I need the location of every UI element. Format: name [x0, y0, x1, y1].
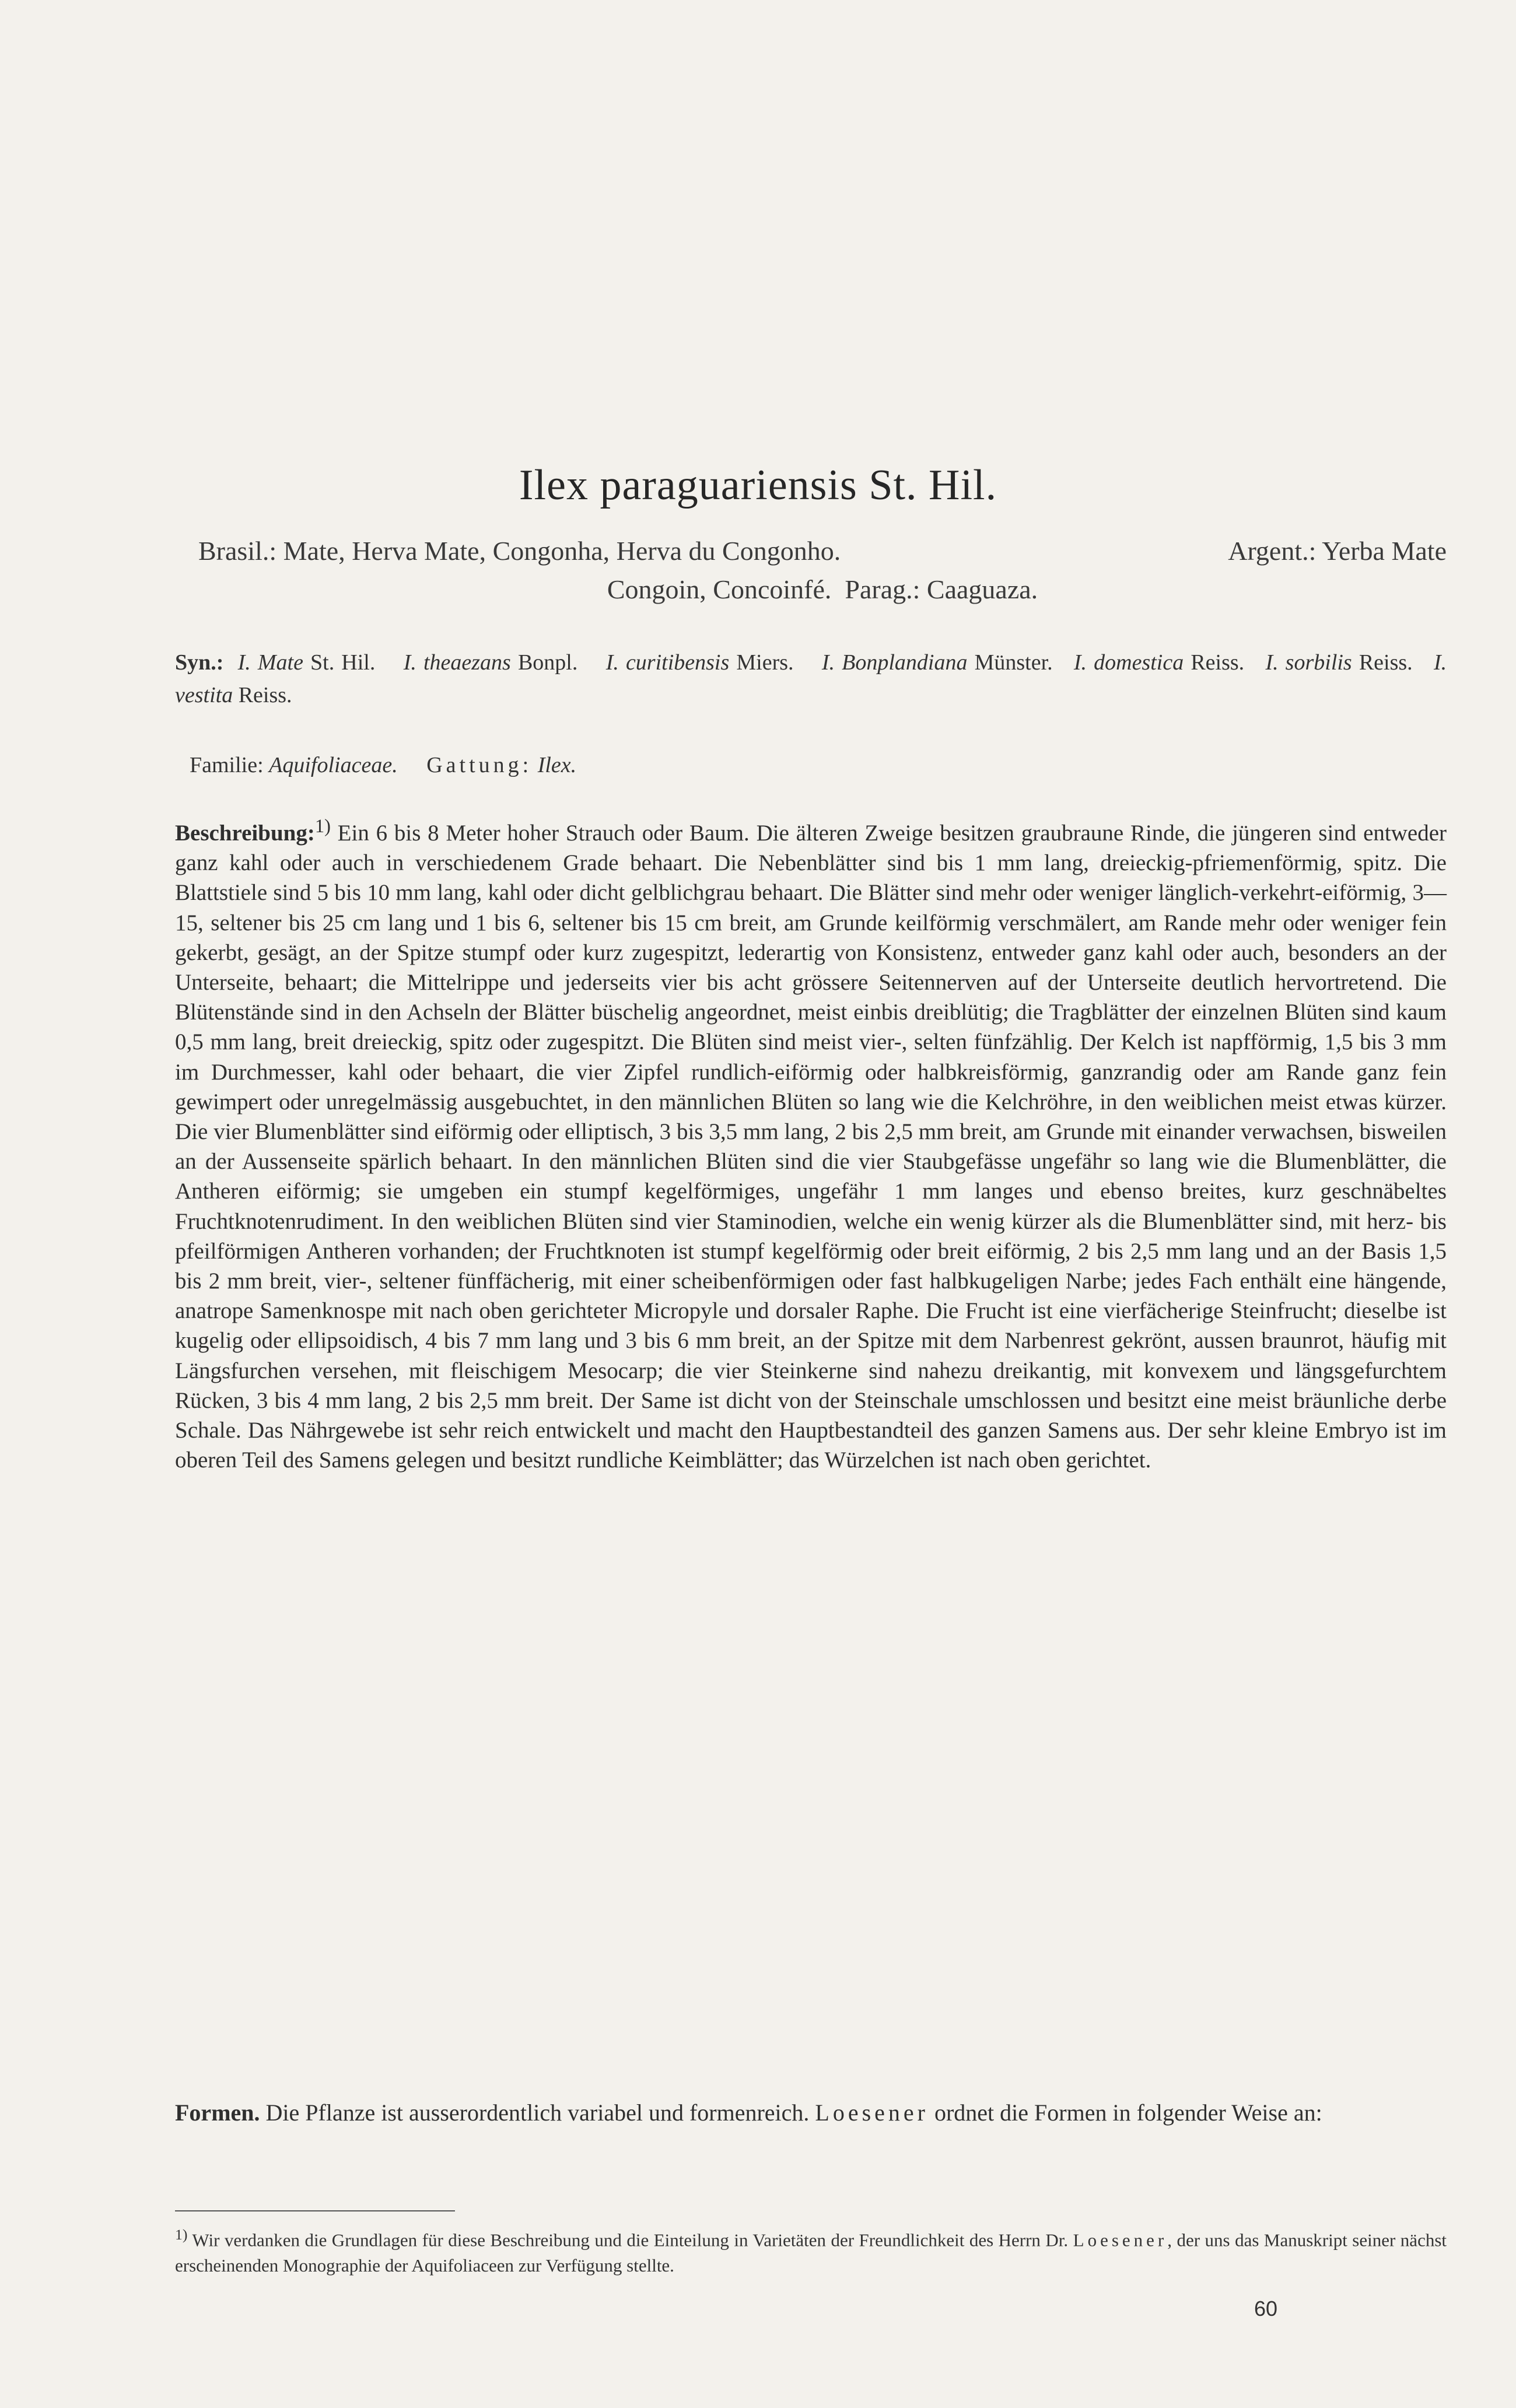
synonyms-label: Syn.:	[175, 650, 224, 675]
family-label: Familie:	[190, 753, 264, 777]
footnote-mark: 1)	[175, 2226, 188, 2243]
synonym-author: Miers.	[736, 650, 794, 675]
argent-values: Yerba Mate	[1322, 536, 1447, 566]
synonym-author: St. Hil.	[310, 650, 376, 675]
family-value: Aquifoliaceae.	[269, 753, 398, 777]
description-label: Beschreibung:	[175, 821, 315, 846]
brasil-label: Brasil.:	[198, 536, 277, 566]
synonym-name: I. sorbilis	[1265, 650, 1352, 675]
footnote-marker: 1)	[314, 816, 331, 837]
argentina-names	[1228, 532, 1447, 570]
argent-label: Argent.:	[1228, 536, 1317, 566]
footnote-author: Loesener	[1073, 2230, 1168, 2251]
synonym-name: I. Bonplandiana	[821, 650, 968, 675]
brasil-values: Mate, Herva Mate, Congonha, Herva du Congonho.	[283, 536, 841, 566]
common-names-row-1	[198, 532, 1447, 570]
more-names: Congoin, Concoinfé.	[607, 574, 832, 604]
formen-label: Formen.	[175, 2099, 260, 2126]
formen-text-1: Die Pflanze ist ausserordentlich variabel und formenreich.	[260, 2099, 815, 2126]
synonym-name: I. Mate	[237, 650, 303, 675]
page-number: 60	[1254, 2297, 1278, 2321]
footnote-text-1: Wir verdanken die Grundlagen für diese Beschreibung und die Einteilung in Varietäten der Freundlichkeit des Herrn Dr.	[187, 2230, 1073, 2251]
formen-text-2: ordnet die Formen in folgender Weise an:	[928, 2099, 1322, 2126]
family-line	[190, 752, 1444, 778]
page-title: Ilex paraguariensis St. Hil.	[519, 461, 997, 509]
synonyms-block	[175, 646, 1447, 711]
gattung-value: Ilex.	[537, 753, 577, 777]
synonym-author: Münster.	[974, 650, 1053, 675]
synonym-name: I. theaezans	[403, 650, 511, 675]
common-names	[198, 532, 1447, 609]
synonym-name: I. domestica	[1073, 650, 1184, 675]
footnote-divider	[175, 2210, 455, 2211]
synonym-author: Bonpl.	[517, 650, 578, 675]
gattung-label: Gattung:	[426, 753, 533, 777]
synonym-name: I. vestita	[175, 650, 1447, 707]
synonym-author: Reiss.	[1191, 650, 1245, 675]
description-paragraph	[175, 812, 1447, 1475]
formen-author: Loesener	[815, 2099, 929, 2126]
parag-values: Caaguaza.	[926, 574, 1038, 604]
parag-label: Parag.:	[845, 574, 920, 604]
footnote	[175, 2222, 1447, 2279]
synonym-author: Reiss.	[238, 683, 292, 707]
description-text: Ein 6 bis 8 Meter hoher Strauch oder Baum. Die älteren Zweige besitzen graubraune Rinde, die jüngeren sind entweder ganz kahl oder auch in verschiedenem Grade behaart. Die Nebenblätter sind bis 1 mm lang, dreieckig-pfriemenförmig, spitz. Die Blattstiele sind 5 bis 10 mm lang, kahl oder dicht gelblichgrau behaart. Die Blätter sind mehr oder weniger länglich-verkehrt-eiförmig, 3—15, seltener bis 25 cm lang und 1 bis 6, seltener bis 15 cm breit, am Grunde keilförmig verschmälert, am Rande mehr oder weniger fein gekerbt, gesägt, an der Spitze stumpf oder kurz zugespitzt, lederartig von Konsistenz, entweder ganz kahl oder auch, besonders an der Unterseite, behaart; die Mittelrippe und jederseits vier bis acht grössere Seitennerven auf der Unterseite deutlich hervortretend. Die Blütenstände sind in den Achseln der Blätter büschelig angeordnet, meist einbis dreiblütig; die Tragblätter der einzelnen Blüten sind kaum 0,5 mm lang, breit dreieckig, spitz oder zugespitzt. Die Blüten sind meist vier-, selten fünfzählig. Der Kelch ist napfförmig, 1,5 bis 3 mm im Durchmesser, kahl oder behaart, die vier Zipfel rundlich-eiförmig oder halbkreisförmig, ganzrandig oder am Rande ganz fein gewimpert oder unregelmässig ausgebuchtet, in den männlichen Blüten so lang wie die Kelchröhre, in den weiblichen meist etwas kürzer. Die vier Blumenblätter sind eiförmig oder elliptisch, 3 bis 3,5 mm lang, 2 bis 2,5 mm breit, am Grunde mit einander verwachsen, bisweilen an der Aussenseite spärlich behaart. In den männlichen Blüten sind die vier Staubgefässe ungefähr so lang wie die Blumenblätter, die Antheren eiförmig; sie umgeben ein stumpf kegelförmiges, ungefähr 1 mm langes und ebenso breites, kurz geschnäbeltes Fruchtknotenrudiment. In den weiblichen Blüten sind vier Staminodien, welche ein wenig kürzer als die Blumenblätter sind, mit herz- bis pfeilförmigen Antheren vorhanden; der Fruchtknoten ist stumpf kegelförmig oder breit eiförmig, 2 bis 2,5 mm lang und an der Basis 1,5 bis 2 mm breit, vier-, seltener fünffächerig, mit einer scheibenförmigen oder fast halbkugeligen Narbe; jedes Fach enthält eine hängende, anatrope Samenknospe mit nach oben gerichteter Micropyle und dorsaler Raphe. Die Frucht ist eine vierfächerige Steinfrucht; dieselbe ist kugelig oder ellipsoidisch, 4 bis 7 mm lang und 3 bis 6 mm breit, an der Spitze mit dem Narbenrest gekrönt, aussen braunrot, häufig mit Längsfurchen versehen, mit fleischigem Mesocarp; die vier Steinkerne sind nahezu dreikantig, mit konvexem und längsgefurchtem Rücken, 3 bis 4 mm lang, 2 bis 2,5 mm breit. Der Same ist dicht von der Steinschale umschlossen und besitzt eine meist bräunliche derbe Schale. Das Nährgewebe ist sehr reich entwickelt und macht den Hauptbestandteil des ganzen Samens aus. Der sehr kleine Embryo ist im oberen Teil des Samens gelegen und besitzt rundliche Keimblätter; das Würzelchen ist nach oben gerichtet.	[175, 821, 1447, 1473]
synonym-name: I. curitibensis	[605, 650, 730, 675]
brasil-names	[198, 532, 841, 570]
formen-paragraph	[175, 2097, 1447, 2129]
footnote-text-2: , der uns das Manuskript seiner nächst erscheinenden Monographie der Aquifoliaceen zur Verfügung stellte.	[175, 2230, 1447, 2276]
common-names-row-2	[198, 570, 1447, 609]
synonym-author: Reiss.	[1359, 650, 1413, 675]
